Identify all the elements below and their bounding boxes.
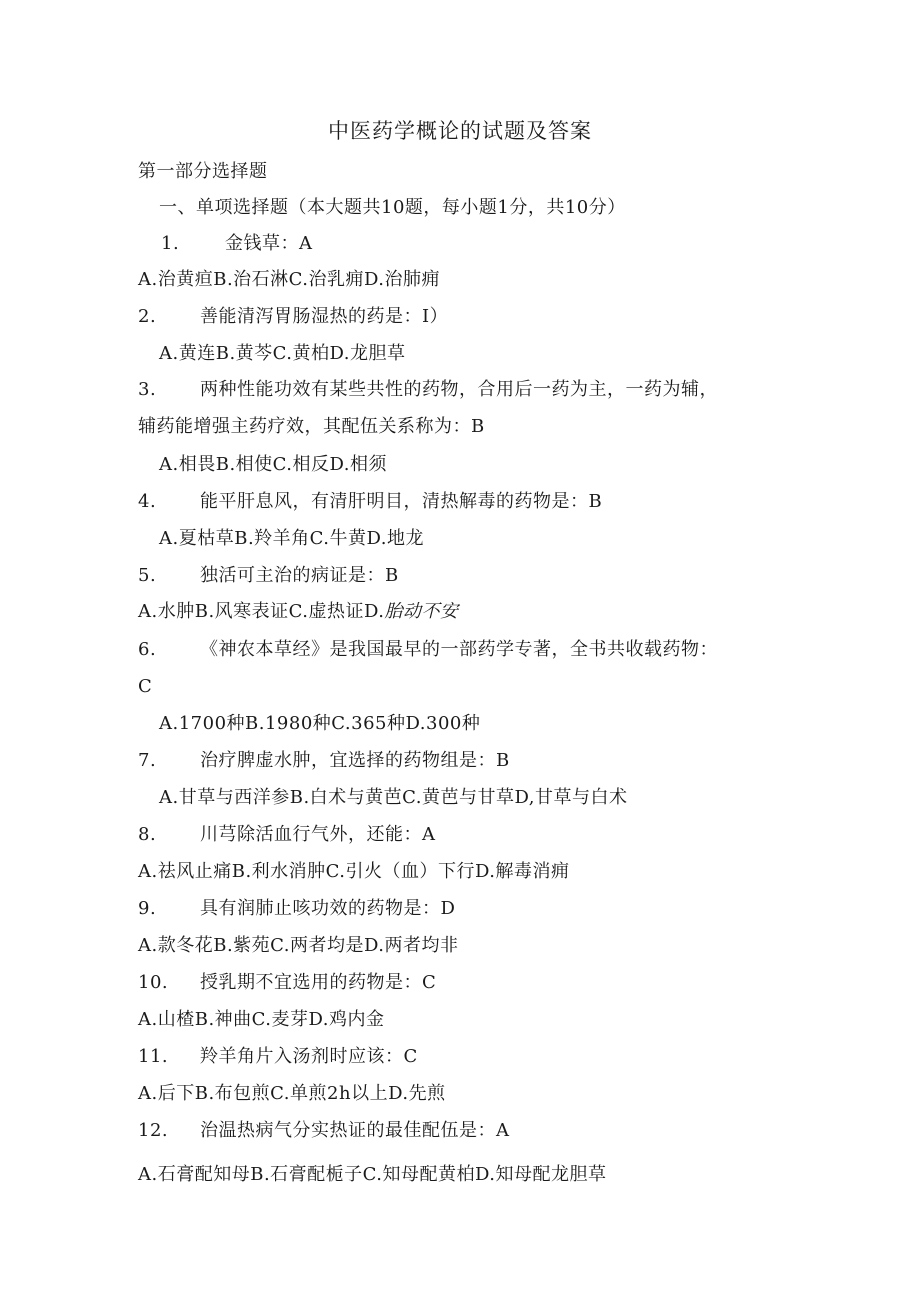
question-stem: 授乳期不宜选用的药物是：C (200, 972, 437, 993)
options-text: A.水肿B.风寒表证C.虚热证D. (138, 601, 385, 622)
section-heading: 一、单项选择题（本大题共10题，每小题1分，共10分） (159, 197, 626, 218)
question-4-options: A.夏枯草B.羚羊角C.牛黄D.地龙 (159, 528, 425, 549)
question-10-options: A.山楂B.神曲C.麦芽D.鸡内金 (138, 1009, 385, 1030)
question-4 (138, 490, 602, 514)
question-stem: 《神农本草经》是我国最早的一部药学专著，全书共收载药物： (200, 639, 718, 660)
question-9 (138, 897, 455, 921)
question-1 (161, 232, 313, 256)
question-10 (138, 971, 436, 995)
question-stem: 羚羊角片入汤剂时应该：C (200, 1046, 418, 1067)
question-stem: 两种性能功效有某些共性的药物，合用后一药为主，一药为辅， (200, 379, 718, 400)
question-stem: 治温热病气分实热证的最佳配伍是：A (200, 1120, 510, 1141)
question-12-options: A.石膏配知母B.石膏配栀子C.知母配黄柏D.知母配龙胆草 (138, 1164, 607, 1185)
question-number: 5. (138, 565, 157, 586)
question-11 (138, 1045, 418, 1069)
question-2-options: A.黄连B.黄芩C.黄柏D.龙胆草 (159, 343, 406, 364)
question-stem: 治疗脾虚水肿，宜选择的药物组是：B (200, 750, 510, 771)
part-heading: 第一部分选择题 (138, 161, 268, 182)
question-stem: 金钱草：A (225, 233, 313, 254)
question-stem: 善能清泻胃肠湿热的药是：I） (200, 306, 449, 327)
question-number: 8. (138, 824, 157, 845)
question-number: 1. (161, 233, 180, 254)
page-title: 中医药学概论的试题及答案 (328, 119, 592, 143)
question-stem: 具有润肺止咳功效的药物是：D (200, 898, 456, 919)
question-stem: 能平肝息风，有清肝明目，清热解毒的药物是：B (200, 491, 603, 512)
question-number: 11. (138, 1046, 169, 1067)
question-8-options: A.祛风止痛B.利水消肿C.引火（血）下行D.解毒消痈 (138, 861, 570, 882)
question-3-options: A.相畏B.相使C.相反D.相须 (159, 454, 388, 475)
question-7 (138, 749, 510, 773)
question-9-options: A.款冬花B.紫苑C.两者均是D.两者均非 (138, 935, 459, 956)
question-number: 4. (138, 491, 157, 512)
question-8 (138, 823, 436, 847)
question-number: 3. (138, 379, 157, 400)
question-6-options: A.1700种B.1980种C.365种D.300种 (159, 713, 481, 734)
question-stem: 独活可主治的病证是：B (200, 565, 399, 586)
question-number: 2. (138, 306, 157, 327)
question-number: 12. (138, 1120, 169, 1141)
question-number: 6. (138, 639, 157, 660)
question-number: 7. (138, 750, 157, 771)
question-5 (138, 564, 399, 588)
question-12 (138, 1119, 510, 1143)
question-11-options: A.后下B.布包煎C.单煎2h以上D.先煎 (138, 1083, 446, 1104)
question-number: 9. (138, 898, 157, 919)
question-5-options (138, 600, 459, 624)
question-3-stem-continued: 辅药能增强主药疗效，其配伍关系称为：B (138, 416, 485, 437)
question-6 (138, 638, 718, 662)
question-stem: 川芎除活血行气外，还能：A (200, 824, 436, 845)
question-number: 10. (138, 972, 169, 993)
question-6-stem-continued: C (138, 676, 153, 697)
options-text-italic: 胎动不安 (384, 601, 459, 622)
question-1-options: A.治黄疸B.治石淋C.治乳痈D.治肺痈 (138, 269, 441, 290)
question-7-options: A.甘草与西洋参B.白术与黄芭C.黄芭与甘草D,甘草与白术 (159, 787, 628, 808)
question-2 (138, 305, 448, 329)
question-3 (138, 378, 718, 402)
